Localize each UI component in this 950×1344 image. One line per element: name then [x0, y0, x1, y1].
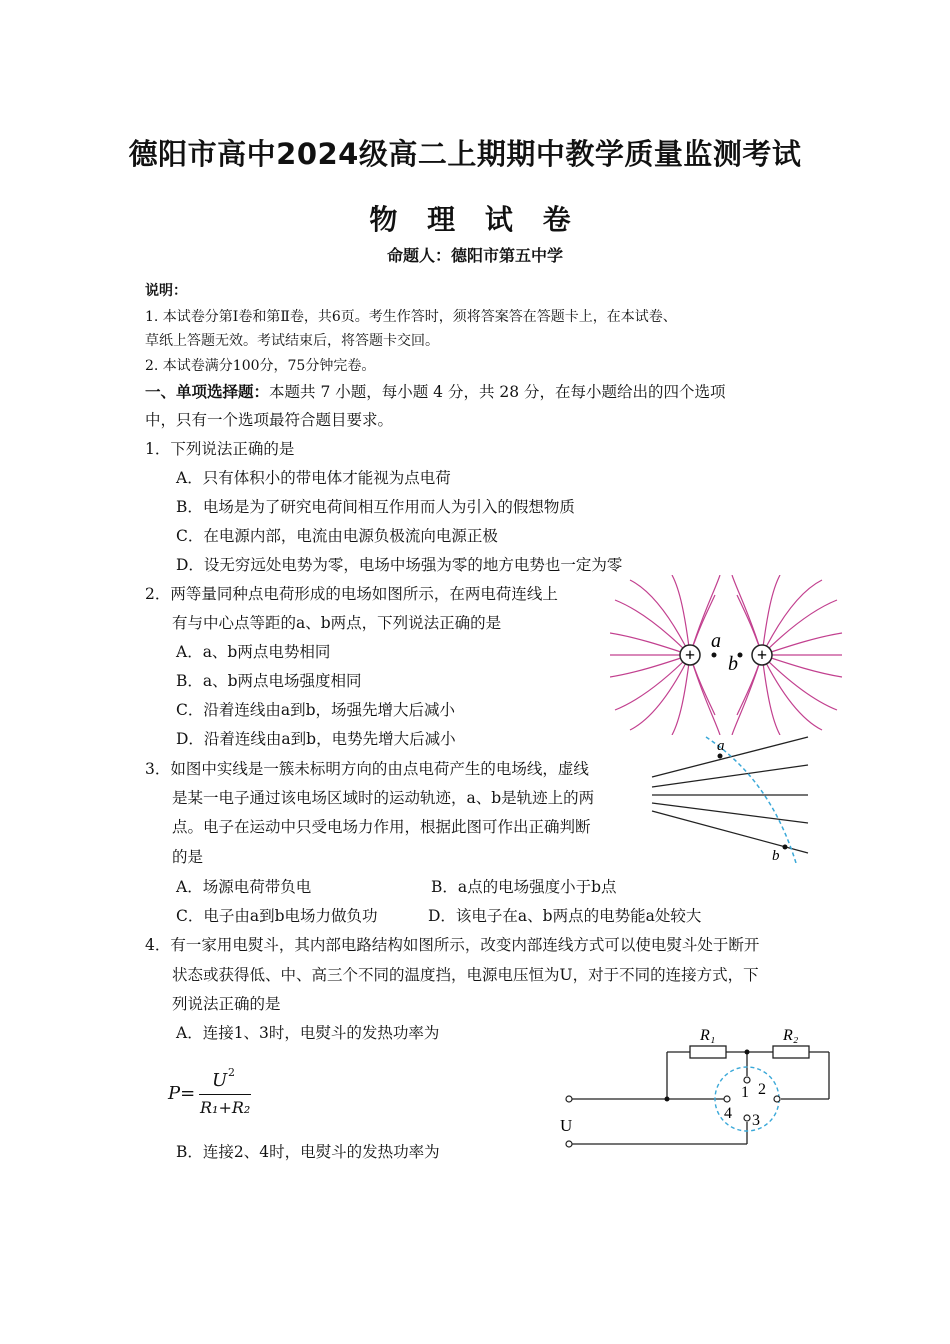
label-r2: R₂ [783, 1027, 799, 1044]
section-1-desc: 本题共 7 小题，每小题 4 分，共 28 分，在每小题给出的四个选项 [269, 383, 726, 401]
q3-stem-3: 点。电子在运动中只受电场力作用，根据此图可作出正确判断 [172, 818, 591, 836]
junction-top [745, 1050, 750, 1055]
label-r1: R₁ [700, 1027, 716, 1044]
terminal-2[interactable] [774, 1096, 780, 1102]
point-a-label: a [711, 630, 721, 652]
field-lines [610, 575, 842, 735]
instructions-line-2: 草纸上答题无效。考试结束后，将答题卡交回。 [145, 333, 439, 349]
q3-option-d: D．该电子在a、b两点的电势能a处较大 [428, 907, 702, 925]
point-b-dot [738, 653, 743, 658]
q4-option-b: B．连接2、4时，电熨斗的发热功率为 [176, 1143, 440, 1161]
circuit-wires [569, 1052, 829, 1144]
q4-stem-2: 状态或获得低、中、高三个不同的温度挡，电源电压恒为U，对于不同的连接方式，下 [172, 966, 759, 984]
q3-stem-4: 的是 [172, 848, 204, 866]
subject-title: 物 理 试 卷 [369, 203, 581, 236]
label-terminal-1: 1 [741, 1084, 749, 1101]
q3-stem-1: 3．如图中实线是一簇未标明方向的由点电荷产生的电场线，虚线 [145, 760, 589, 778]
q3-point-a [718, 754, 723, 759]
source-terminal-top [566, 1096, 572, 1102]
label-terminal-4: 4 [724, 1105, 732, 1122]
terminal-3[interactable] [744, 1115, 750, 1121]
q3-field-lines [652, 737, 808, 853]
label-terminal-2: 2 [758, 1081, 766, 1098]
q2-option-a: A．a、b两点电势相同 [176, 643, 331, 661]
q4-formula-numerator: U [212, 1070, 228, 1091]
q2-option-d: D．沿着连线由a到b，电势先增大后减小 [176, 730, 456, 748]
setter-line: 命题人：德阳市第五中学 [386, 246, 563, 265]
q2-option-b: B．a、b两点电场强度相同 [176, 672, 362, 690]
q3-stem-2: 是某一电子通过该电场区域时的运动轨迹，a、b是轨迹上的两 [172, 789, 595, 807]
q1-option-a: A．只有体积小的带电体才能视为点电荷 [176, 469, 451, 487]
junction-left [665, 1097, 670, 1102]
resistor-r1 [690, 1046, 726, 1058]
q1-option-b: B．电场是为了研究电荷间相互作用而人为引入的假想物质 [176, 498, 575, 516]
q2-stem-2: 有与中心点等距的a、b两点，下列说法正确的是 [172, 614, 502, 632]
q1-option-d: D．设无穷远处电势为零，电场中场强为零的地方电势也一定为零 [176, 556, 623, 574]
q1-stem: 1．下列说法正确的是 [145, 440, 295, 458]
section-1-desc-2: 中，只有一个选项最符合题目要求。 [145, 411, 394, 429]
q3-option-c: C．电子由a到b电场力做负功 [176, 907, 378, 925]
q4-formula-p: P= [168, 1083, 196, 1104]
q3-option-b: B．a点的电场强度小于b点 [431, 878, 617, 896]
section-1-label: 一、单项选择题： [145, 382, 270, 401]
label-terminal-3: 3 [752, 1112, 760, 1129]
q3-option-a: A．场源电荷带负电 [176, 878, 312, 896]
section-1-heading [145, 380, 726, 402]
q1-option-c: C．在电源内部，电流由电源负极流向电源正极 [176, 527, 498, 545]
q3-field-figure [648, 735, 813, 865]
q3-label-a: a [717, 738, 725, 754]
point-b-label: b [728, 653, 738, 675]
point-a-dot [712, 653, 717, 658]
left-charge-sign: + [684, 645, 696, 665]
q4-stem-1: 4．有一家用电熨斗，其内部电路结构如图所示，改变内部连线方式可以使电熨斗处于断开 [145, 936, 760, 954]
q2-option-c: C．沿着连线由a到b，场强先增大后减小 [176, 701, 456, 719]
source-terminal-bottom [566, 1141, 572, 1147]
label-voltage-u: U [560, 1116, 573, 1135]
q4-formula-fraction-bar [199, 1094, 251, 1095]
right-charge-sign: + [756, 645, 768, 665]
instructions-line-1: 1. 本试卷分第Ⅰ卷和第Ⅱ卷，共6页。考生作答时，须将答案答在答题卡上，在本试卷、 [145, 309, 677, 325]
q4-formula-denominator: R₁+R₂ [200, 1098, 251, 1117]
terminal-4[interactable] [724, 1096, 730, 1102]
q4-circuit-figure [555, 1018, 840, 1158]
q2-stem-1: 2．两等量同种点电荷形成的电场如图所示，在两电荷连线上 [145, 585, 558, 603]
q3-label-b: b [772, 848, 780, 864]
q4-stem-3: 列说法正确的是 [172, 995, 281, 1013]
resistor-r2 [773, 1046, 809, 1058]
q4-option-a: A．连接1、3时，电熨斗的发热功率为 [176, 1024, 440, 1042]
q2-field-figure [610, 575, 850, 735]
q4-formula-exponent: 2 [228, 1066, 235, 1079]
terminal-1[interactable] [744, 1077, 750, 1083]
exam-title: 德阳市高中2024级高二上期期中教学质量监测考试 [128, 137, 802, 171]
instructions-line-3: 2. 本试卷满分100分，75分钟完卷。 [145, 358, 376, 374]
q3-point-b [783, 845, 788, 850]
instructions-heading: 说明： [145, 283, 187, 299]
